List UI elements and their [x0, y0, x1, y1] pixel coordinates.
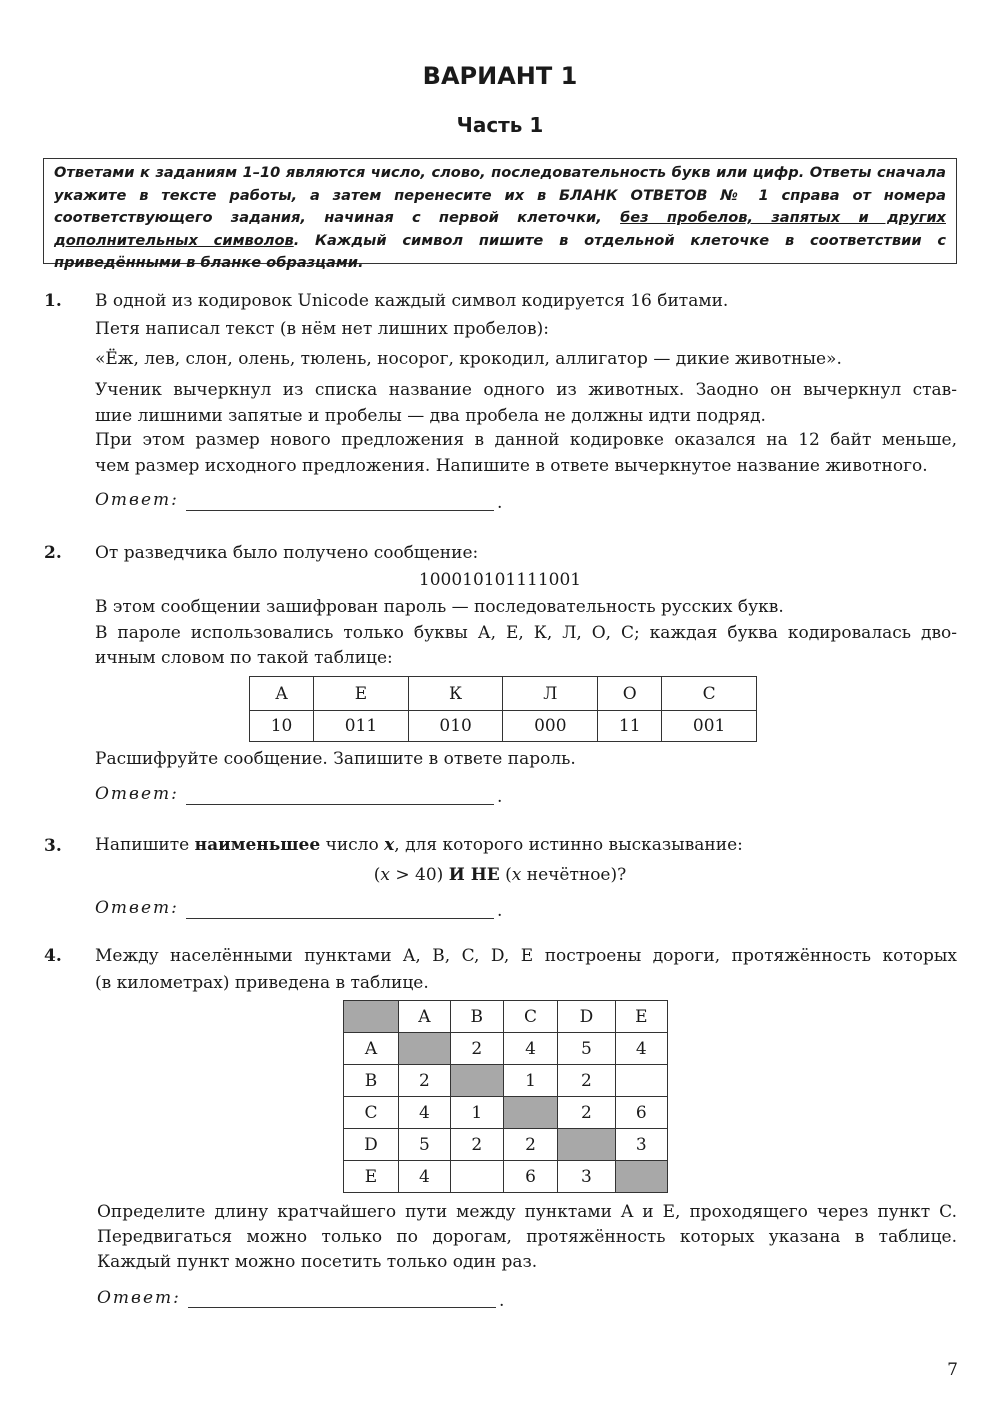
code-letter: Л — [503, 677, 598, 711]
q4-line1a: Между населёнными пунктами A, B, C, D, E построены дороги, протяжённость которых — [95, 946, 957, 966]
header-cell: C — [503, 1001, 558, 1033]
distance-cell: 3 — [558, 1161, 615, 1193]
code-value: 11 — [598, 711, 662, 742]
q3-text: число — [320, 835, 385, 855]
code-table — [249, 676, 757, 742]
instructions-text-end: . Каждый символ пишите в отдельной клеточке в соответствии с приведёнными в бланке образцами. — [54, 231, 946, 271]
q2-answer-label: Ответ: — [95, 784, 179, 804]
header-cell: A — [399, 1001, 451, 1033]
distance-cell: 5 — [399, 1129, 451, 1161]
q3-var: x — [384, 835, 395, 855]
expr-var: x — [511, 865, 522, 885]
expr-part: нечётное)? — [521, 865, 627, 885]
q2-answer-field[interactable] — [186, 804, 494, 805]
q1-line2: Петя написал текст (в нём нет лишних пробелов): — [95, 319, 549, 339]
code-value: 000 — [503, 711, 598, 742]
q1-answer-field[interactable] — [186, 510, 494, 511]
q2-line3b: ичным словом по такой таблице: — [95, 648, 393, 668]
diagonal-cell — [450, 1065, 503, 1097]
q1-para2b: чем размер исходного предложения. Напишите в ответе вычеркнутое название животного. — [95, 456, 928, 476]
q2-message: 100010101111001 — [418, 570, 582, 590]
q4-line1b: (в километрах) приведена в таблице. — [95, 973, 429, 993]
distance-cell: 6 — [503, 1161, 558, 1193]
q2-line1: От разведчика было получено сообщение: — [95, 543, 479, 563]
q3-line1 — [95, 832, 743, 858]
code-letter: А — [250, 677, 314, 711]
row-label: D — [344, 1129, 399, 1161]
q1-answer-dot: . — [497, 493, 503, 513]
code-letter: С — [662, 677, 757, 711]
expr-part: ( — [373, 865, 381, 885]
q1-para1a: Ученик вычеркнул из списка название одного из животных. Заодно он вычеркнул став- — [95, 380, 957, 400]
distance-cell: 2 — [450, 1033, 503, 1065]
code-letter: О — [598, 677, 662, 711]
q1-para1b: шие лишними запятые и пробелы — два пробела не должны идти подряд. — [95, 406, 766, 426]
distance-cell: 2 — [399, 1065, 451, 1097]
question-1-number: 1. — [44, 291, 62, 311]
diagonal-cell — [615, 1161, 667, 1193]
instructions-text: Ответами к заданиям 1–10 являются число, слово, последовательность букв или цифр. Ответы сначала укажите в тексте работы, а затем перенесите их в БЛАНК ОТВЕТОВ № 1 справа от номера соответствующего задания, начиная с первой клеточки, — [54, 164, 946, 226]
diagonal-cell — [399, 1033, 451, 1065]
question-2-number: 2. — [44, 543, 62, 563]
code-value: 011 — [314, 711, 409, 742]
page-number: 7 — [947, 1360, 958, 1380]
row-label: A — [344, 1033, 399, 1065]
diagonal-cell — [558, 1129, 615, 1161]
q1-line1: В одной из кодировок Unicode каждый символ кодируется 16 битами. — [95, 291, 729, 311]
code-letter: К — [408, 677, 503, 711]
distance-cell: 2 — [503, 1129, 558, 1161]
variant-title: ВАРИАНТ 1 — [422, 62, 578, 90]
distance-cell: 1 — [450, 1097, 503, 1129]
distance-cell — [615, 1065, 667, 1097]
part-title: Часть 1 — [456, 113, 544, 137]
distance-cell: 6 — [615, 1097, 667, 1129]
row-label: C — [344, 1097, 399, 1129]
q3-bold: наименьшее — [194, 835, 321, 855]
distance-cell: 3 — [615, 1129, 667, 1161]
row-label: E — [344, 1161, 399, 1193]
expr-operator: И НЕ — [448, 865, 500, 885]
q3-expression — [0, 862, 1000, 888]
distance-cell: 2 — [558, 1097, 615, 1129]
code-value: 010 — [408, 711, 503, 742]
header-cell: B — [450, 1001, 503, 1033]
corner-cell — [344, 1001, 399, 1033]
distance-cell: 4 — [399, 1097, 451, 1129]
q1-quote: «Ёж, лев, слон, олень, тюлень, носорог, крокодил, аллигатор — дикие животные». — [95, 349, 842, 369]
instructions-underlined: без пробелов, запятых и других дополнительных символов — [54, 209, 946, 249]
q3-text: Напишите — [95, 835, 195, 855]
q4-answer-label: Ответ: — [97, 1288, 181, 1308]
distance-cell: 4 — [399, 1161, 451, 1193]
code-value: 001 — [662, 711, 757, 742]
distance-cell — [450, 1161, 503, 1193]
q3-answer-field[interactable] — [186, 918, 494, 919]
q3-text: , для которого истинно высказывание: — [394, 835, 743, 855]
expr-part: ( — [499, 865, 512, 885]
expr-var: x — [380, 865, 390, 885]
diagonal-cell — [503, 1097, 558, 1129]
distance-cell: 4 — [503, 1033, 558, 1065]
q2-line2: В этом сообщении зашифрован пароль — последовательность русских букв. — [95, 597, 784, 617]
distance-cell: 2 — [450, 1129, 503, 1161]
header-cell: D — [558, 1001, 615, 1033]
code-letter: Е — [314, 677, 409, 711]
q1-answer-label: Ответ: — [95, 490, 179, 510]
q3-answer-dot: . — [497, 901, 503, 921]
q2-line3a: В пароле использовались только буквы А, Е, К, Л, О, С; каждая буква кодировалась дво- — [95, 623, 957, 643]
distance-cell: 4 — [615, 1033, 667, 1065]
q1-para2a: При этом размер нового предложения в данной кодировке оказался на 12 байт меньше, — [95, 430, 957, 450]
header-cell: E — [615, 1001, 667, 1033]
q3-answer-label: Ответ: — [95, 898, 179, 918]
question-3-number: 3. — [44, 836, 62, 856]
distance-cell: 1 — [503, 1065, 558, 1097]
instructions-box — [43, 158, 957, 271]
distance-cell: 5 — [558, 1033, 615, 1065]
q4-para2: Передвигаться можно только по дорогам, протяжённость которых указана в таблице. — [97, 1227, 957, 1247]
distance-cell: 2 — [558, 1065, 615, 1097]
question-4-number: 4. — [44, 946, 62, 966]
code-value: 10 — [250, 711, 314, 742]
q4-answer-dot: . — [499, 1291, 505, 1311]
q2-line4: Расшифруйте сообщение. Запишите в ответе пароль. — [95, 749, 576, 769]
distance-table — [343, 1000, 668, 1193]
q4-para1: Определите длину кратчайшего пути между пунктами A и E, проходящего через пункт C. — [97, 1202, 957, 1222]
q2-answer-dot: . — [497, 787, 503, 807]
row-label: B — [344, 1065, 399, 1097]
expr-part: > 40) — [389, 865, 449, 885]
q4-para3: Каждый пункт можно посетить только один раз. — [97, 1252, 538, 1272]
q4-answer-field[interactable] — [188, 1307, 496, 1308]
